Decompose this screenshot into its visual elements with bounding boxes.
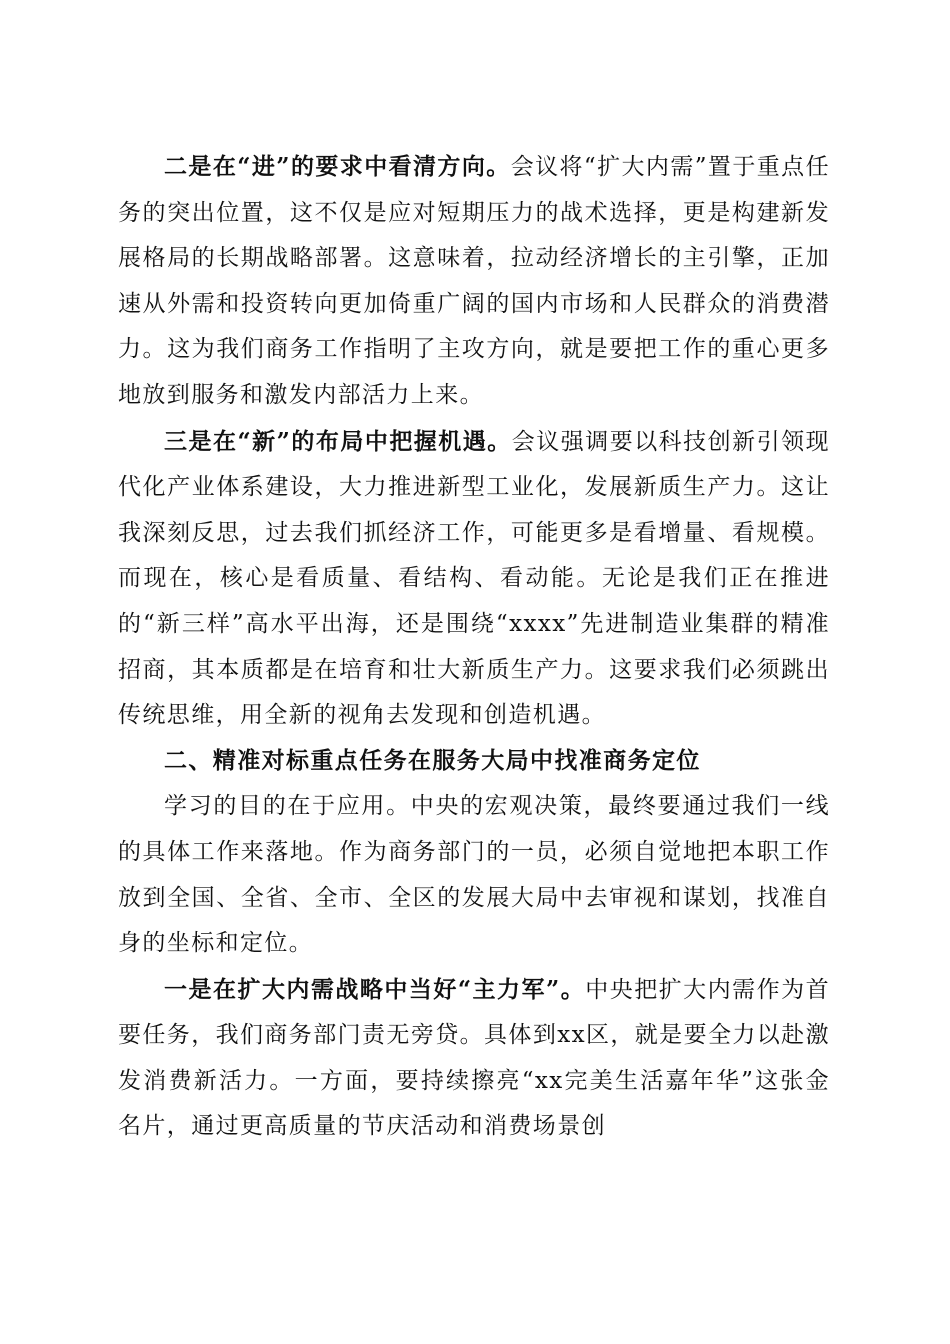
paragraph-direction bbox=[118, 144, 830, 419]
paragraph-lead: 一是在扩大内需战略中当好“主力军”。 bbox=[164, 975, 586, 1003]
paragraph-text: 会议强调要以科技创新引领现代化产业体系建设，大力推进新型工业化，发展新质生产力。这让我深刻反思，过去我们抓经济工作，可能更多是看增量、看规模。而现在，核心是看质量、看结构、看动能。无论是我们正在推进的“新三样”高水平出海，还是围绕“xxxx”先进制造业集群的精准招商，其本质都是在培育和壮大新质生产力。这要求我们必须跳出传统思维，用全新的视角去发现和创造机遇。 bbox=[118, 428, 831, 729]
paragraph-lead: 二是在“进”的要求中看清方向。 bbox=[164, 153, 511, 180]
paragraph-text: 中央把扩大内需作为首要任务，我们商务部门责无旁贷。具体到xx区，就是要全力以赴激发消费新活力。一方面，要持续擦亮“xx完美生活嘉年华”这张金名片，通过更高质量的节庆活动和消费场景创 bbox=[118, 976, 830, 1140]
paragraph-lead: 三是在“新”的布局中把握机遇。 bbox=[164, 427, 512, 455]
paragraph-opportunity bbox=[118, 419, 830, 739]
document-body bbox=[118, 144, 830, 1150]
paragraph-domestic-demand bbox=[118, 967, 830, 1150]
paragraph-text: 会议将“扩大内需”置于重点任务的突出位置，这不仅是应对短期压力的战术选择，更是构建新发展格局的长期战略部署。这意味着，拉动经济增长的主引擎，正加速从外需和投资转向更加倚重广阔的国内市场和人民群众的消费潜力。这为我们商务工作指明了主攻方向，就是要把工作的重心更多地放到服务和激发内部活力上来。 bbox=[118, 154, 830, 408]
paragraph-application: 学习的目的在于应用。中央的宏观决策，最终要通过我们一线的具体工作来落地。作为商务部门的一员，必须自觉地把本职工作放到全国、全省、全市、全区的发展大局中去审视和谋划，找准自身的坐标和定位。 bbox=[118, 793, 830, 957]
section-heading: 二、精准对标重点任务在服务大局中找准商务定位 bbox=[164, 747, 701, 774]
